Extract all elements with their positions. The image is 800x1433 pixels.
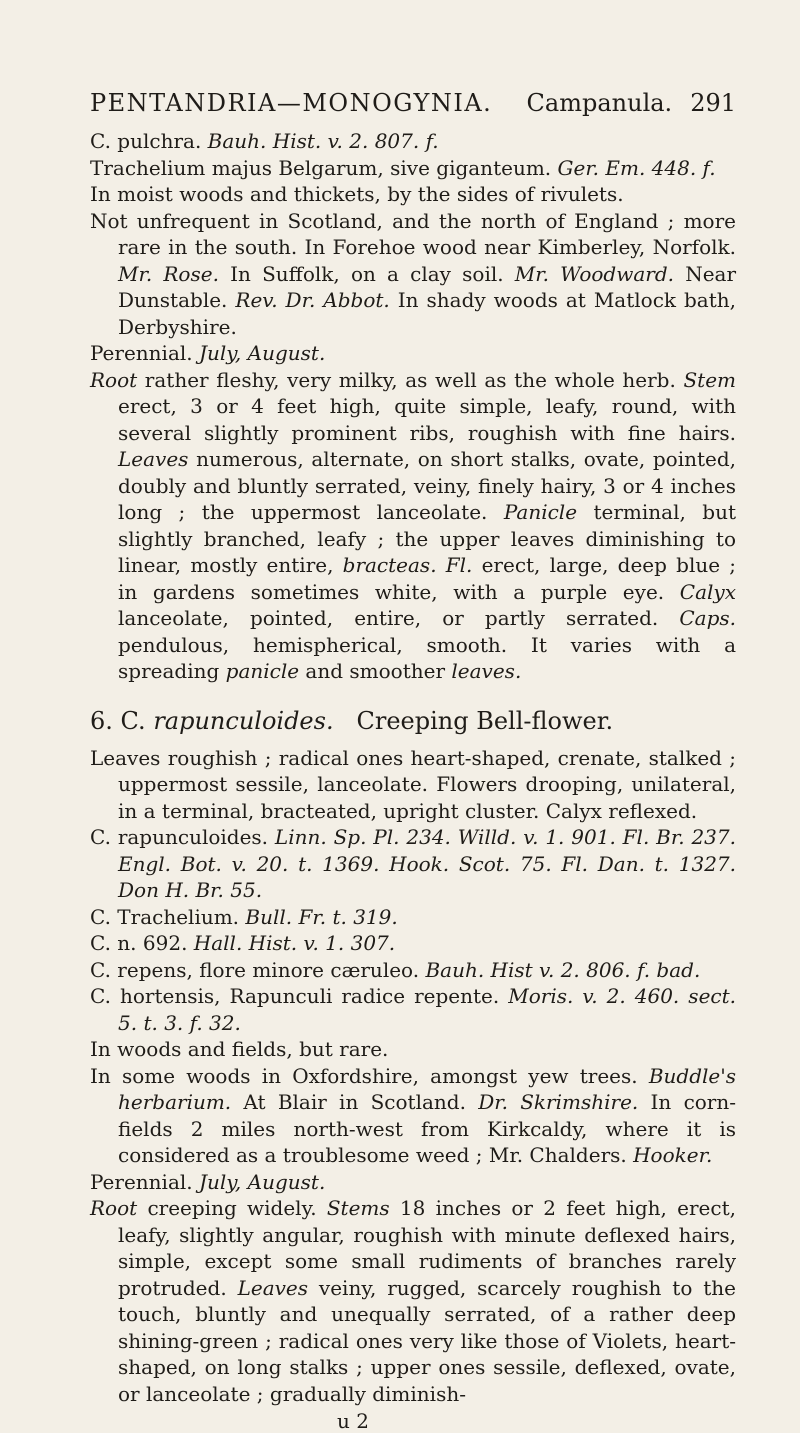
species-common-name: Creeping Bell-flower. (356, 706, 614, 735)
synonym-line: C. Trachelium. Bull. Fr. t. 319. (90, 904, 398, 929)
species-latin-name: rapunculoides. (153, 706, 334, 735)
habitat: In moist woods and thickets, by the sides of rivulets. (90, 182, 624, 206)
signature-mark: u 2 (337, 1409, 369, 1433)
synonym-line: C. hortensis, Rapunculi radice repente. Moris. v. 2. 460. sect. 5. t. 3. f. 32. (90, 984, 736, 1035)
synonym-line: C. pulchra. Bauh. Hist. v. 2. 807. f. (90, 129, 439, 153)
running-head-right (527, 88, 736, 118)
body-text (90, 128, 736, 1433)
genus-name: Campanula. (526, 89, 673, 117)
description: Root creeping widely. Stems 18 inches or 2 feet high, erect, leafy, slightly angular, roughish with minute deflexed hairs, simple, except some small rudiments of branches rarely protruded. Leaves veiny, rugged, scarcely roughish to the touch, bluntly and unequally serrated, of a rather deep shining-green ; radical ones very like those of Violets, heart-shaped, on long stalks ; upper ones sessile, deflexed, ovate, or lanceolate ; gradually diminish- (90, 1196, 736, 1406)
synonym-line: C. n. 692. Hall. Hist. v. 1. 307. (90, 931, 396, 955)
running-head (90, 88, 736, 118)
flowering-time: Perennial. July, August. (90, 1169, 326, 1194)
species-heading (90, 705, 736, 737)
synonym-line: C. repens, flore minore cæruleo. Bauh. Hist v. 2. 806. f. bad. (90, 957, 701, 982)
habitat: In woods and fields, but rare. (90, 1037, 389, 1061)
page-number: 291 (690, 89, 736, 117)
species-number: 6. C. (90, 706, 146, 735)
specific-character: Leaves roughish ; radical ones heart-shaped, crenate, stalked ; uppermost sessile, lanceolate. Flowers drooping, unilateral, in a terminal, bracteated, upright cluster. Calyx reflexed. (90, 745, 736, 823)
flowering-time: Perennial. July, August. (90, 341, 326, 365)
localities: Not unfrequent in Scotland, and the north of England ; more rare in the south. In Forehoe wood near Kimberley, Norfolk. Mr. Rose. In Suffolk, on a clay soil. Mr. Woodward. Near Dunstable. Rev. Dr. Abbot. In shady woods at Matlock bath, Derbyshire. (90, 208, 737, 339)
section-title: PENTANDRIA—MONOGYNIA. (90, 89, 493, 117)
synonym-line: C. rapunculoides. Linn. Sp. Pl. 234. Willd. v. 1. 901. Fl. Br. 237. Engl. Bot. v. 20. t. 1369. Hook. Scot. 75. Fl. Dan. t. 1327. Don H. Br. 55. (90, 825, 736, 902)
synonym-line: Trachelium majus Belgarum, sive giganteum. Ger. Em. 448. f. (90, 155, 716, 180)
description: Root rather fleshy, very milky, as well as the whole herb. Stem erect, 3 or 4 feet high, quite simple, leafy, round, with several slightly prominent ribs, roughish with fine hairs. Leaves numerous, alternate, on short stalks, ovate, pointed, doubly and bluntly serrated, veiny, finely hairy, 3 or 4 inches long ; the uppermost lanceolate. Panicle terminal, but slightly branched, leafy ; the upper leaves diminishing to linear, mostly entire, bracteas. Fl. erect, large, deep blue ; in gardens sometimes white, with a purple eye. Calyx lanceolate, pointed, entire, or partly serrated. Caps. pendulous, hemispherical, smooth. It varies with a spreading panicle and smoother leaves. (90, 367, 737, 683)
localities: In some woods in Oxfordshire, amongst yew trees. Buddle's herbarium. At Blair in Scotland. Dr. Skrimshire. In corn-fields 2 miles north-west from Kirkcaldy, where it is considered as a troublesome weed ; Mr. Chalders. Hooker. (90, 1063, 737, 1167)
